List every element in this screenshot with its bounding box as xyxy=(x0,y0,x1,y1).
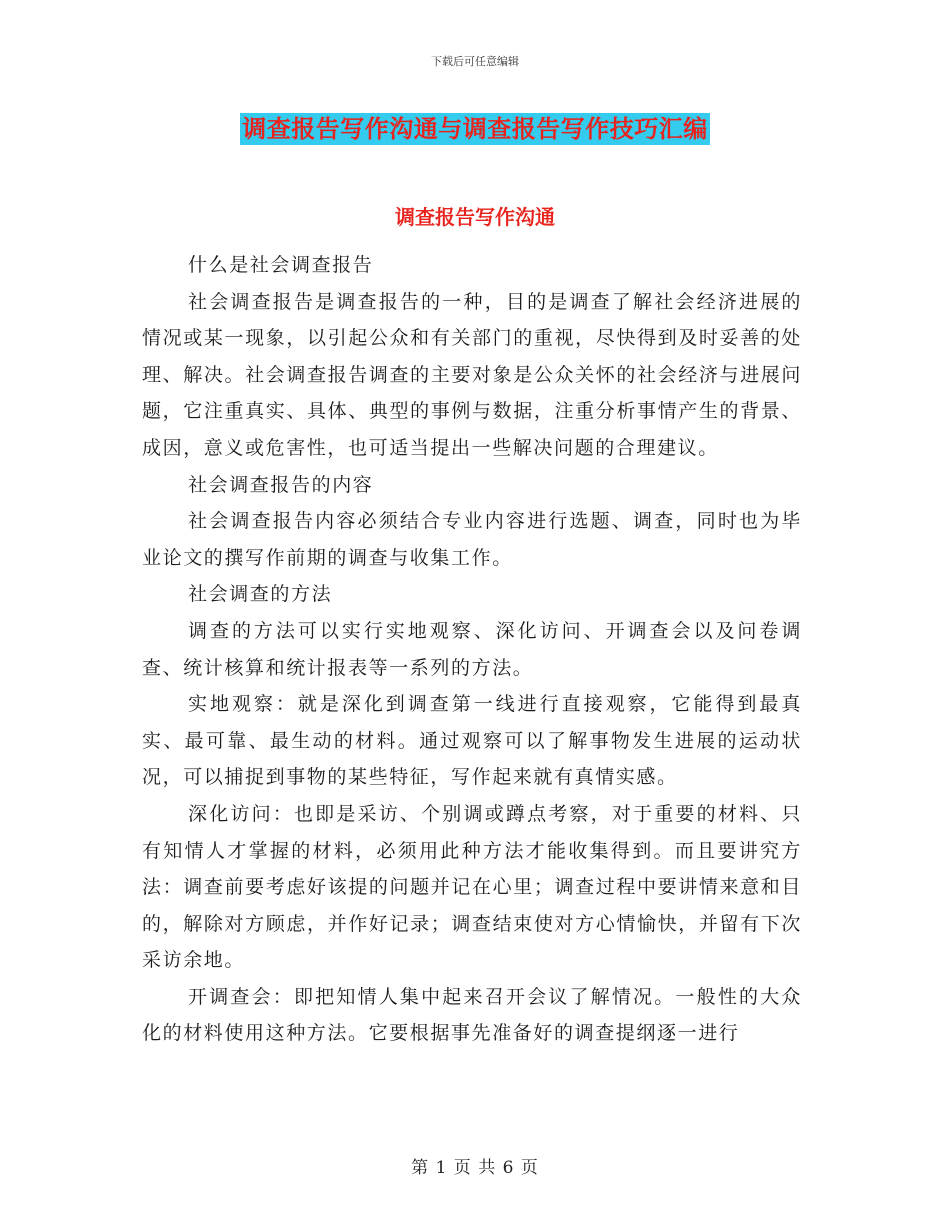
paragraph-heading: 社会调查的方法 xyxy=(188,583,333,606)
header-note: 下载后可任意编辑 xyxy=(431,55,519,68)
main-title-wrap xyxy=(0,113,950,145)
body-text xyxy=(142,247,802,1052)
section-title: 调查报告写作沟通 xyxy=(395,205,555,229)
paragraph: 实地观察：就是深化到调查第一线进行直接观察，它能得到最真实、最可靠、最生动的材料。通过观察可以了解事物发生进展的运动状况，可以捕捉到事物的某些特征，写作起来就有真情实感。 xyxy=(142,693,802,789)
paragraph-heading: 什么是社会调查报告 xyxy=(188,254,374,276)
paragraph: 开调查会：即把知情人集中起来召开会议了解情况。一般性的大众化的材料使用这种方法。它要根据事先准备好的调查提纲逐一进行 xyxy=(142,985,802,1045)
paragraph: 调查的方法可以实行实地观察、深化访问、开调查会以及问卷调查、统计核算和统计报表等一系列的方法。 xyxy=(142,619,802,679)
paragraph: 社会调查报告内容必须结合专业内容进行选题、调查，同时也为毕业论文的撰写作前期的调查与收集工作。 xyxy=(142,510,802,569)
paragraph-heading: 社会调查报告的内容 xyxy=(188,473,374,496)
page-footer: 第 1 页 共 6 页 xyxy=(411,1158,539,1178)
paragraph: 深化访问：也即是采访、个别调或蹲点考察，对于重要的材料、只有知情人才掌握的材料，必须用此种方法才能收集得到。而且要讲究方法：调查前要考虑好该提的问题并记在心里；调查过程中要讲情来意和目的，解除对方顾虑，并作好记录；调查结束使对方心情愉快，并留有下次采访余地。 xyxy=(142,802,802,972)
paragraph: 社会调查报告是调查报告的一种，目的是调查了解社会经济进展的情况或某一现象，以引起公众和有关部门的重视，尽快得到及时妥善的处理、解决。社会调查报告调查的主要对象是公众关怀的社会经济与进展问题，它注重真实、具体、典型的事例与数据，注重分析事情产生的背景、成因，意义或危害性，也可适当提出一些解决问题的合理建议。 xyxy=(142,290,802,459)
main-title: 调查报告写作沟通与调查报告写作技巧汇编 xyxy=(242,114,708,143)
